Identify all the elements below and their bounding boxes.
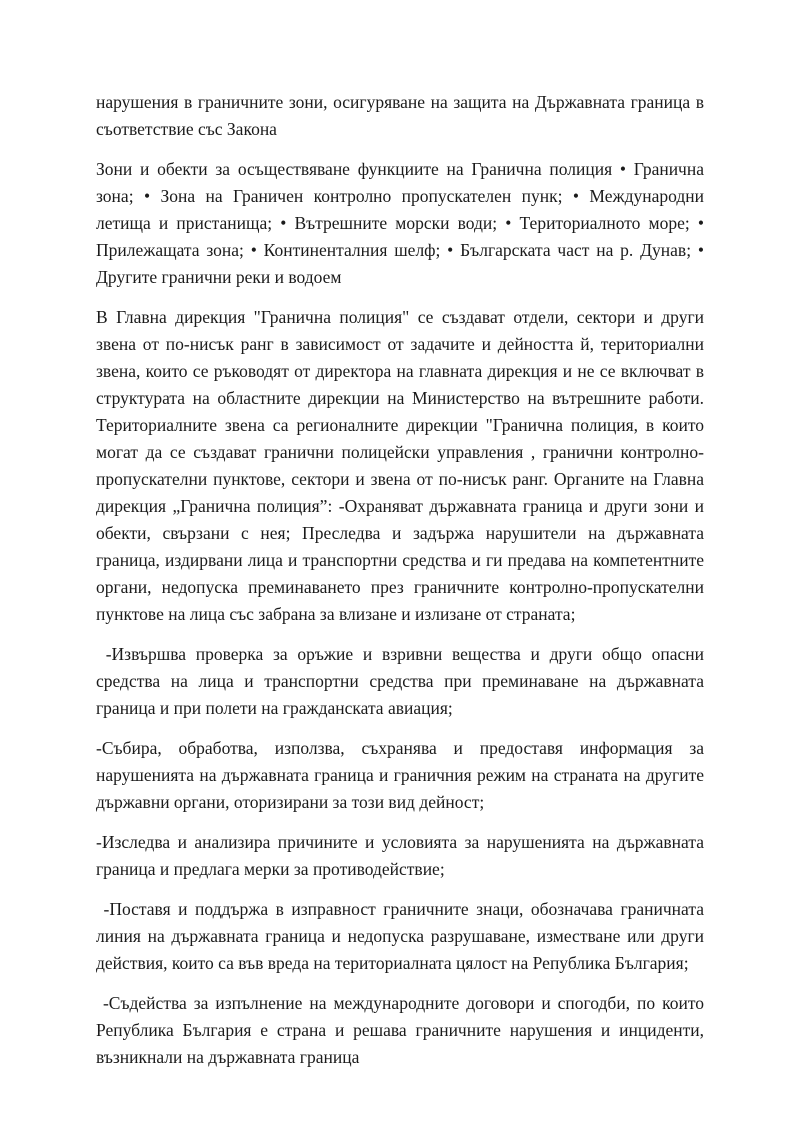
paragraph-main-directorate: В Главна дирекция "Гранична полиция" се създават отдели, сектори и други звена от по-нисък ранг в зависимост от задачите и дейността й, териториални звена, които се ръководят от директора на главната дирекция и не се включват в структурата на областните дирекции на Министерство на вътрешните работи. Териториалните звена са регионалните дирекции "Гранична полиция, в които могат да се създават гранични полицейски управления , гранични контролно-пропускателни пунктове, сектори и звена от по-нисък ранг. Органите на Главна дирекция „Гранична полиция”: -Охраняват държавната граница и други зони и обекти, свързани с нея; Преследва и задържа нарушители на държавната граница, издирвани лица и транспортни средства и ги предава на компетентните органи, недопуска преминаването през граничните контролно-пропускателни пунктове на лица със забрана за влизане и излизане от страната; <box>96 307 704 624</box>
paragraph-intro: нарушения в граничните зони, осигуряване на защита на Държавната граница в съответствие със Закона <box>96 92 704 139</box>
paragraph-duty-border-signs: -Поставя и поддържа в изправност граничните знаци, обозначава граничната линия на държавната граница и недопуска разрушаване, изместване или други действия, които са във вреда на териториалната цялост на Република България; <box>96 899 704 973</box>
paragraph-zones-list: Зони и обекти за осъществяване функциите на Гранична полиция • Гранична зона; • Зона на Граничен контролно пропускателен пунк; • Международни летища и пристанища; • Вътрешните морски води; • Териториалното море; • Прилежащата зона; • Континенталния шелф; • Българската част на р. Дунав; • Другите гранични реки и водоем <box>96 159 704 287</box>
paragraph-duty-inspection: -Извършва проверка за оръжие и взривни вещества и други общо опасни средства на лица и транспортни средства при преминаване на държавната граница и при полети на гражданската авиация; <box>96 644 704 718</box>
paragraph-duty-treaties: -Съдейства за изпълнение на международните договори и спогодби, по които Република България е страна и решава граничните нарушения и инциденти, възникнали на държавната граница <box>96 993 704 1067</box>
paragraph-duty-analysis: -Изследва и анализира причините и условията за нарушенията на държавната граница и предлага мерки за противодействие; <box>96 832 704 879</box>
paragraph-duty-information: -Събира, обработва, използва, съхранява и предоставя информация за нарушенията на държавната граница и граничния режим на страната на другите държавни органи, оторизирани за този вид дейност; <box>96 738 704 812</box>
